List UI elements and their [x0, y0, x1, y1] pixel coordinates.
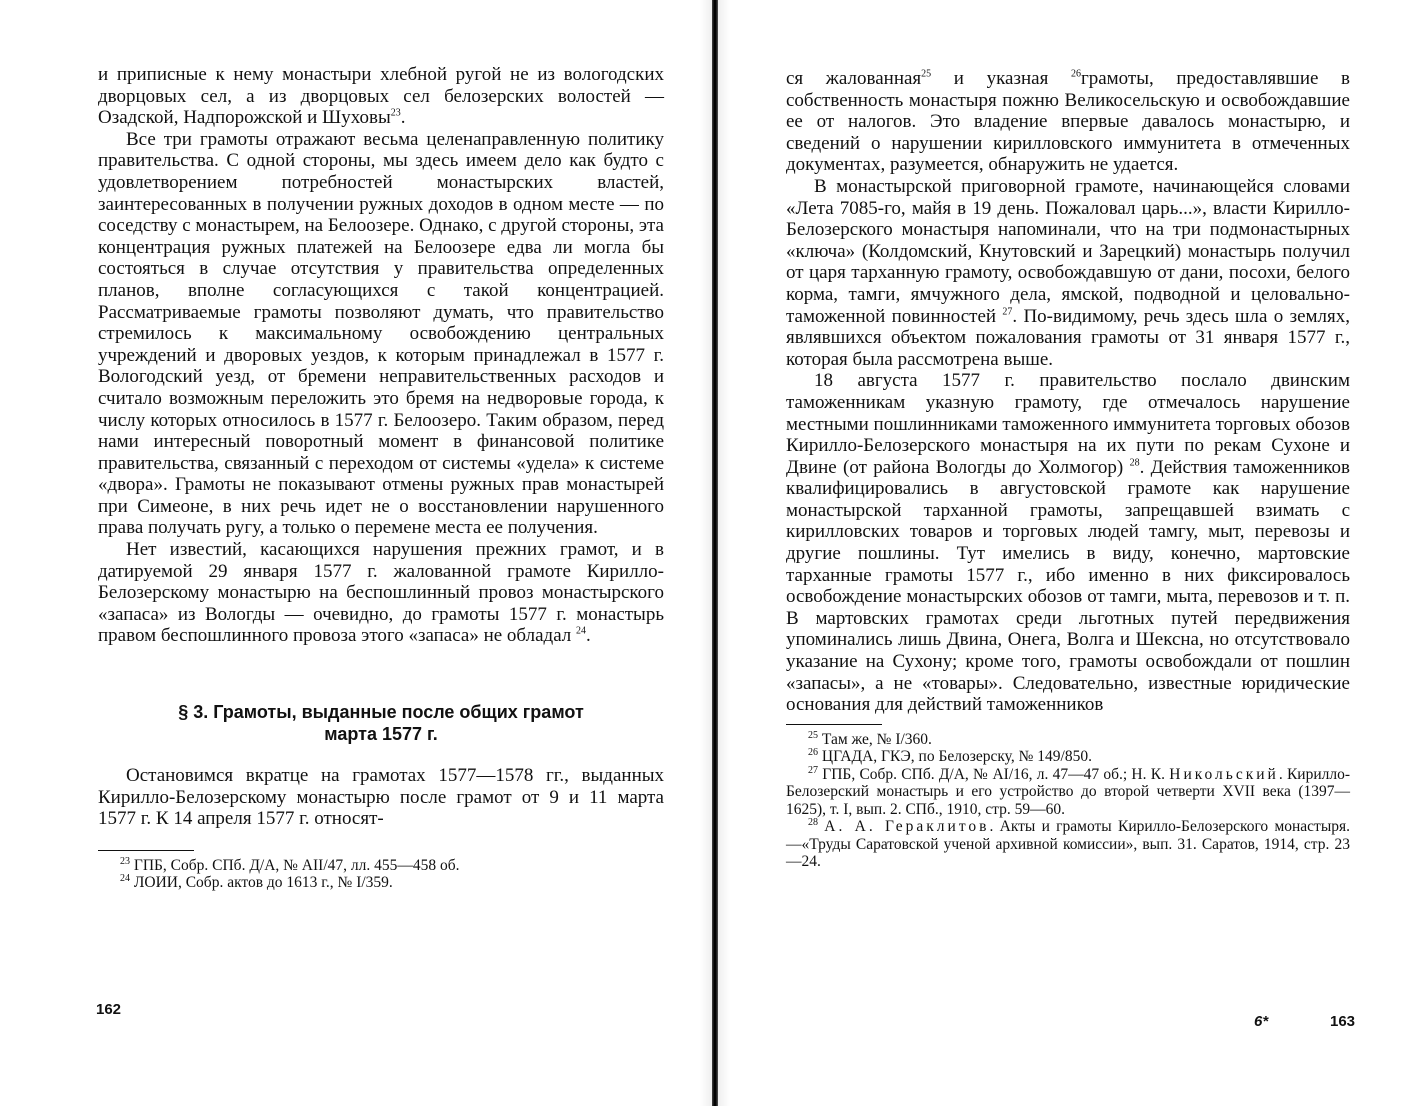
left-text-column	[98, 64, 664, 892]
footnote-ref-23: 23	[390, 107, 401, 119]
footnote-rule	[98, 850, 194, 851]
left-paragraph-1: и приписные к нему монастыри хлебной ругой не из вологодских дворцовых сел, а из дворцовых сел белозерских волостей — Озадской, Надпорожской и Шуховы$^{23}$.	[98, 64, 664, 129]
left-page	[0, 0, 712, 1106]
left-paragraph-4: Остановимся вкратце на грамотах 1577—1578 гг., выданных Кирилло-Белозерскому монастырю после грамот от 9 и 11 марта 1577 г. К 14 апреля 1577 г. относят-	[98, 765, 664, 830]
footnote-27: $^{27}$ ГПБ, Собр. СПб. Д/А, № AI/16, л. 47—47 об.; Н. К. Никольский. Кирилло-Белозерский монастырь и его устройство до второй четверти XVII века (1397—1625), т. I, вып. 2. СПб., 1910, стр. 59—60.	[786, 764, 1351, 818]
section-heading: § 3. Грамоты, выданные после общих грамот марта 1577 г.	[178, 702, 584, 745]
footnote-ref-26: 26	[1070, 68, 1081, 80]
footnote-25: $^{25}$ Там же, № I/360.	[808, 729, 932, 748]
footnote-ref-28: 28	[1129, 457, 1140, 469]
footnote-24: $^{24}$ ЛОИИ, Собр. актов до 1613 г., № I/359.	[120, 873, 393, 892]
footnote-23: $^{23}$ ГПБ, Собр. СПб. Д/А, № AII/47, лл. 455—458 об.	[120, 855, 460, 874]
footnote-26: $^{26}$ ЦГАДА, ГКЭ, по Белозерску, № 149/850.	[808, 747, 1092, 766]
right-paragraph-1: ся жалованная$^{25}$ и указная $^{26}$грамоты, предоставлявшие в собственность монастыря пожню Великосельскую и освобождавшие ее от налогов. Это владение впервые давалось монастырю, и сведений о нарушении кирилловского иммунитета в отмеченных документах, разумеется, обнаружить не удается.	[786, 68, 1351, 176]
footnote-rule	[786, 724, 882, 725]
footnote-28: $^{28}$ А. А. Гераклитов. Акты и грамоты Кирилло-Белозерского монастыря.—«Труды Саратовской ученой архивной комиссии», вып. 31. Саратов, 1914, стр. 23—24.	[786, 817, 1350, 871]
footnote-ref-25: 25	[921, 68, 932, 80]
signature-mark: 6*	[1254, 1013, 1269, 1030]
right-paragraph-3: 18 августа 1577 г. правительство послало двинским таможенникам указную грамоту, где отмечалось нарушение местными пошлинниками таможенного иммунитета торговых обозов Кирилло-Белозерского монастыря на их пути по рекам Сухоне и Двине (от района Вологды до Холмогор) $^{28}$. Действия таможенников квалифицировались в августовской грамоте как нарушение монастырской тарханной грамоты, запрещавшей взимать с кирилловских товаров и торговых людей тамгу, мыт, перевозы и другие пошлины. Тут имелись в виду, конечно, мартовские тарханные грамоты 1577 г., ибо именно в них фиксировалось освобождение монастырских обозов от тамги, мыта, перевозов и т. п. В мартовских грамотах среди льготных путей передвижения упоминались лишь Двина, Онега, Волга и Шексна, но отсутствовало указание на Сухону; кроме того, грамоты освобождали от пошлин «запасы», а не «товары». Следовательно, известные юридические основания для действий таможенников	[786, 370, 1350, 716]
left-paragraph-3: Нет известий, касающихся нарушения прежних грамот, и в датируемой 29 января 1577 г. жалованной грамоте Кирилло-Белозерскому монастырю на беспошлинный провоз монастырского «запаса» из Вологды — очевидно, до грамоты 1577 г. монастырь правом беспошлинного провоза этого «запаса» не обладал $^{24}$.	[98, 539, 664, 647]
left-paragraph-2: Все три грамоты отражают весьма целенаправленную политику правительства. С одной стороны, мы здесь имеем дело как будто с удовлетворением потребностей монастырских властей, заинтересованных в получении ружных доходов в одном месте — по соседству с монастырем, на Белоозере. Однако, с другой стороны, эта концентрация ружных платежей на Белоозере едва ли могла бы состояться в случае отсутствия у правительства определенных планов, вполне согласующихся с такой концентрацией. Рассматриваемые грамоты позволяют думать, что правительство стремилось к максимальному освобождению центральных учреждений и дворовых уездов, к которым принадлежал в 1577 г. Вологодский уезд, от бремени неправительственных расходов и считало возможным переложить это бремя на недворовые города, к числу которых относилось в 1577 г. Белоозеро. Таким образом, перед нами интересный поворотный момент в финансовой политике правительства, связанный с переходом от системы «удела» к системе «двора». Грамоты не показывают отмены ружных прав монастырей при Симеоне, в них речь идет не о восстановлении нарушенного права получать ругу, а только о перемене места ее получения.	[98, 128, 664, 539]
left-footnotes	[98, 857, 664, 892]
right-text-column	[786, 68, 1350, 871]
right-footnotes	[786, 731, 1350, 871]
right-paragraph-2: В монастырской приговорной грамоте, начинающейся словами «Лета 7085-го, майя в 19 день. Пожаловал царь...», власти Кирилло-Белозерского монастыря напоминали, что на три подмонастырных «ключа» (Колдомский, Кнутовский и Зарецкий) монастырь получил от царя тарханную грамоту, освобождавшую от дани, посохи, белого корма, тамги, ямчужного дела, ямской, подводной и целовально-таможенной повинностей $^{27}$. По-видимому, речь здесь шла о землях, являвшихся объектом пожалования грамоты от 31 января 1577 г., которая была рассмотрена выше.	[786, 175, 1350, 370]
footnote-ref-24: 24	[576, 626, 587, 638]
right-page	[718, 0, 1427, 1106]
page-number-right: 163	[1330, 1013, 1356, 1030]
footnote-ref-27: 27	[1002, 306, 1013, 318]
page-number-left: 162	[96, 1001, 122, 1018]
